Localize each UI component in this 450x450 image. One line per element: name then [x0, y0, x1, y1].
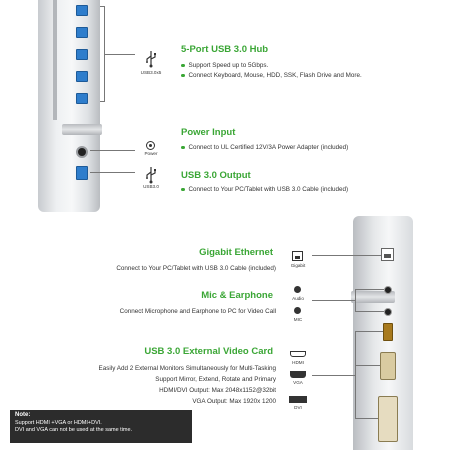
video-line-2: Support Mirror, Extend, Rotate and Primary: [155, 376, 276, 383]
hdmi-icon-label: HDMI: [292, 360, 304, 365]
usb-port-2: [76, 27, 88, 38]
video-pointer: [312, 375, 355, 376]
hdmi-port: [383, 323, 393, 341]
video-pointer-vga: [355, 365, 380, 366]
audio-pointer-top: [355, 289, 384, 290]
ethernet-icon-label: Gigabit: [290, 263, 306, 268]
usb-output-icon-label: USB3.0: [143, 184, 159, 189]
ethernet-title: Gigabit Ethernet: [199, 247, 273, 258]
power-bullet-1: Connect to UL Certified 12V/3A Power Adapter (included): [181, 143, 348, 152]
hub-icon-label: USB3.0x5: [140, 70, 162, 75]
dvi-icon: [289, 396, 307, 403]
ethernet-desc: Connect to Your PC/Tablet with USB 3.0 Cable (included): [116, 265, 276, 272]
usb-output-bullet-1: Connect to Your PC/Tablet with USB 3.0 Cable (included): [181, 185, 348, 194]
ethernet-pointer: [312, 255, 381, 256]
usb-icon: [144, 50, 158, 68]
hub-bracket-bottom: [100, 101, 105, 102]
mic-jack: [384, 308, 392, 316]
audio-jack: [384, 286, 392, 294]
mic-icon: [294, 307, 301, 314]
ethernet-port: [381, 248, 394, 261]
hub-bullet-2: Connect Keyboard, Mouse, HDD, SSK, Flash Drive and More.: [181, 71, 362, 80]
video-bracket: [355, 331, 356, 419]
audio-bracket: [355, 289, 356, 311]
power-pointer: [90, 150, 135, 151]
usb-port-3: [76, 49, 88, 60]
dvi-port: [378, 396, 398, 442]
video-title: USB 3.0 External Video Card: [144, 346, 273, 357]
dvi-icon-label: DVI: [294, 405, 302, 410]
hub-pointer: [105, 54, 135, 55]
audio-icon-label: Audio: [292, 296, 304, 301]
power-port: [76, 146, 88, 158]
hub-bracket-top: [100, 6, 105, 7]
usb-port-1: [76, 5, 88, 16]
vga-icon: [290, 371, 306, 378]
power-title: Power Input: [181, 127, 236, 138]
hdmi-icon: [290, 351, 306, 357]
power-icon-label: Power: [144, 151, 158, 156]
mic-icon-label: MIC: [293, 317, 303, 322]
video-line-3: HDMI/DVI Output: Max 2048x1152@32bit: [159, 387, 276, 394]
hub-device-body: [38, 0, 100, 212]
vga-icon-label: VGA: [293, 380, 303, 385]
usb-output-title: USB 3.0 Output: [181, 170, 251, 181]
video-pointer-hdmi: [355, 331, 383, 332]
usb-output-port: [76, 166, 88, 180]
usb-port-5: [76, 93, 88, 104]
usb-output-pointer: [90, 172, 135, 173]
usb-output-icon: [144, 166, 158, 184]
audio-desc: Connect Microphone and Earphone to PC for Video Call: [119, 308, 276, 315]
power-icon: [146, 141, 155, 150]
video-line-1: Easily Add 2 External Monitors Simultaneously for Multi-Tasking: [98, 365, 276, 372]
audio-pointer: [312, 300, 355, 301]
device-clip-top: [62, 124, 102, 135]
note-title: Note:: [15, 412, 31, 418]
note-line-1: Support HDMI +VGA or HDMI+DVI.: [15, 419, 102, 426]
hub-title: 5-Port USB 3.0 Hub: [181, 44, 269, 55]
video-line-4: VGA Output: Max 1920x 1200: [192, 398, 276, 405]
note-box: [10, 410, 192, 443]
note-line-2: DVI and VGA can not be used at the same time.: [15, 427, 133, 434]
audio-icon: [294, 286, 301, 293]
hub-bullet-1: Support Speed up to 5Gbps.: [181, 61, 268, 70]
hub-device-slot: [53, 0, 57, 120]
audio-pointer-bottom: [355, 311, 384, 312]
usb-port-4: [76, 71, 88, 82]
ethernet-icon: [292, 251, 303, 261]
vga-port: [380, 352, 396, 380]
video-pointer-dvi: [355, 418, 378, 419]
audio-title: Mic & Earphone: [201, 290, 273, 301]
